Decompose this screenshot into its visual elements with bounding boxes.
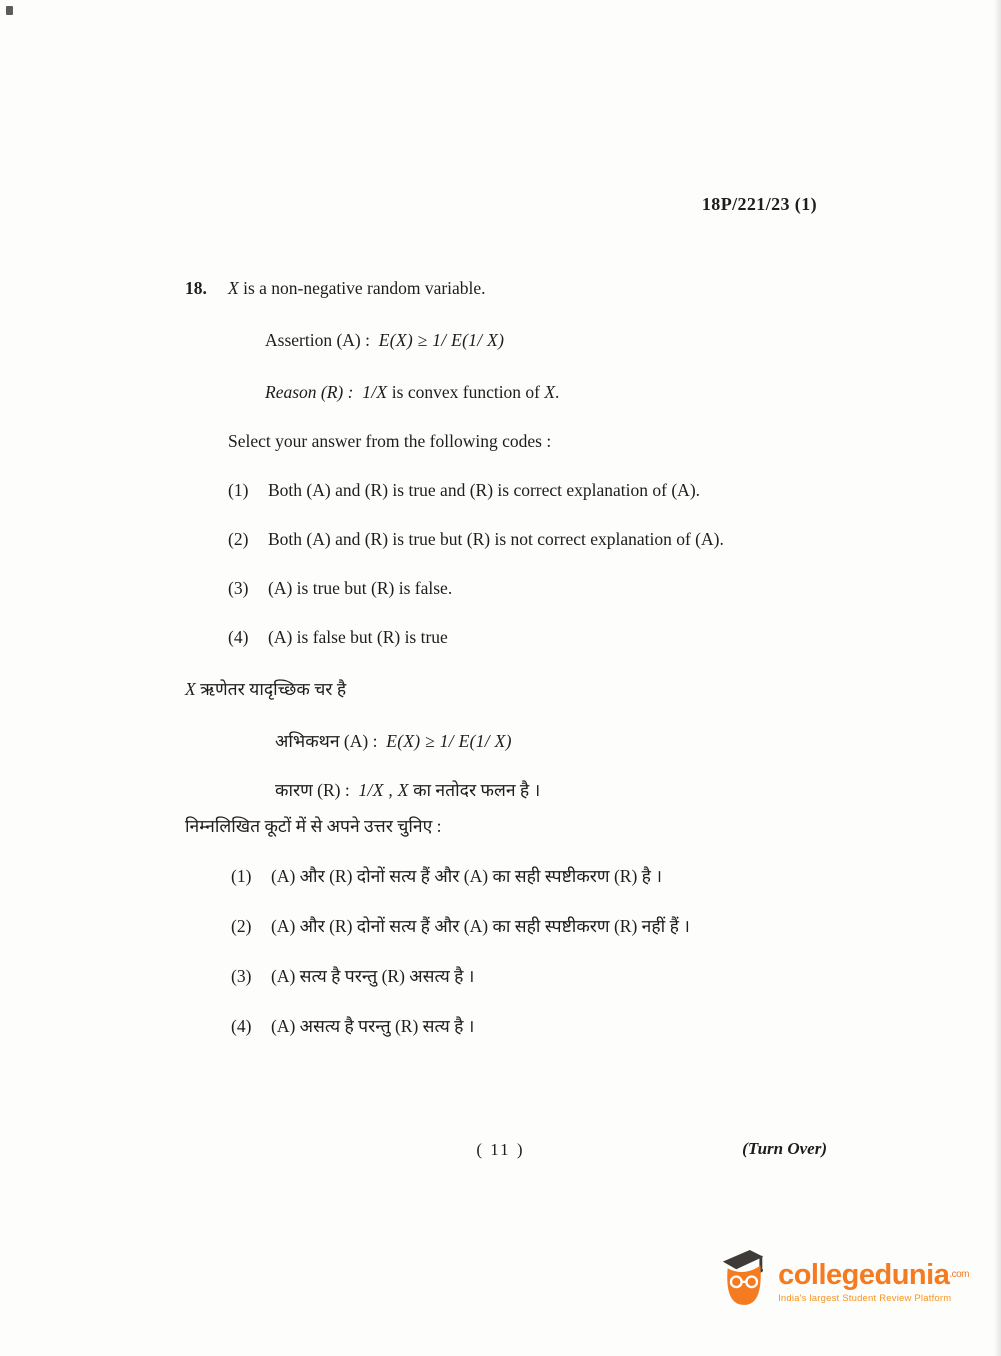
option-number: (2) bbox=[231, 916, 252, 936]
option-number: (4) bbox=[231, 1016, 252, 1036]
reason-math-en: 1/X bbox=[362, 382, 388, 402]
option-number: (4) bbox=[228, 627, 249, 647]
option-text: Both (A) and (R) is true and (R) is correct explanation of (A). bbox=[268, 480, 701, 500]
brand-name: collegedunia$^{.com}$ bbox=[778, 1259, 969, 1291]
assertion-formula-hi: E(X) ≥ 1/ E(1/ X) bbox=[386, 731, 512, 751]
reason-line-hi: कारण (R) : 1/X , X का नतोदर फलन है । bbox=[275, 780, 541, 800]
option-number: (1) bbox=[231, 866, 252, 886]
option-row-en-4 bbox=[228, 626, 865, 649]
option-row-en-1 bbox=[228, 479, 865, 502]
option-row-hi-1 bbox=[231, 865, 865, 888]
paper-code: 18P/221/23 (1) bbox=[701, 194, 817, 214]
option-text: (A) और (R) दोनों सत्य हैं और (A) का सही स्पष्टीकरण (R) नहीं हैं । bbox=[271, 916, 690, 936]
question-intro-hi: X ऋणेतर यादृच्छिक चर है bbox=[185, 679, 347, 699]
select-instruction-hi: निम्नलिखित कूटों में से अपने उत्तर चुनिए : bbox=[185, 816, 442, 836]
option-number: (3) bbox=[228, 578, 249, 598]
scan-artifact bbox=[6, 6, 13, 15]
option-row-en-2 bbox=[228, 528, 865, 551]
question-number: 18. bbox=[185, 278, 207, 298]
assertion-line-en bbox=[265, 329, 865, 352]
select-instruction-en: Select your answer from the following codes : bbox=[228, 431, 552, 451]
brand-tagline: India's largest Student Review Platform bbox=[778, 1293, 952, 1304]
reason-line-en: Reason (R) : 1/X is convex function of X. bbox=[265, 382, 561, 402]
page-number: ( 11 ) bbox=[476, 1140, 525, 1159]
option-row-hi-2 bbox=[231, 915, 865, 938]
option-row-hi-4 bbox=[231, 1015, 865, 1038]
brand-text bbox=[778, 1246, 969, 1304]
reason-label-hi: कारण (R) : bbox=[275, 780, 350, 800]
option-number: (3) bbox=[231, 966, 252, 986]
option-number: (2) bbox=[228, 529, 249, 549]
collegedunia-logo bbox=[718, 1246, 969, 1308]
turn-over-note: (Turn Over) bbox=[742, 1139, 827, 1158]
brand-suffix: .com bbox=[949, 1269, 969, 1280]
question-intro: X is a non-negative random variable. bbox=[228, 278, 486, 298]
option-text: (A) और (R) दोनों सत्य हैं और (A) का सही स्पष्टीकरण (R) है । bbox=[271, 866, 662, 886]
option-text: (A) सत्य है परन्तु (R) असत्य है । bbox=[271, 966, 475, 986]
assertion-line-hi bbox=[275, 730, 865, 753]
option-text: (A) is true but (R) is false. bbox=[268, 578, 453, 598]
question-intro-row bbox=[185, 277, 865, 300]
option-text: (A) असत्य है परन्तु (R) सत्य है । bbox=[271, 1016, 475, 1036]
option-text: (A) is false but (R) is true bbox=[268, 627, 448, 647]
option-row-hi-3 bbox=[231, 965, 865, 988]
option-number: (1) bbox=[228, 480, 249, 500]
option-row-en-3 bbox=[228, 577, 865, 600]
collegedunia-mascot-icon bbox=[718, 1246, 770, 1308]
reason-label-en: Reason (R) : bbox=[265, 382, 354, 402]
assertion-label-en: Assertion (A) : bbox=[265, 330, 370, 350]
assertion-label-hi: अभिकथन (A) : bbox=[275, 731, 378, 751]
question-content bbox=[185, 277, 865, 1038]
option-text: Both (A) and (R) is true but (R) is not correct explanation of (A). bbox=[268, 529, 724, 549]
assertion-formula-en: E(X) ≥ 1/ E(1/ X) bbox=[378, 330, 505, 350]
reason-math-hi: 1/X , X bbox=[358, 780, 409, 800]
